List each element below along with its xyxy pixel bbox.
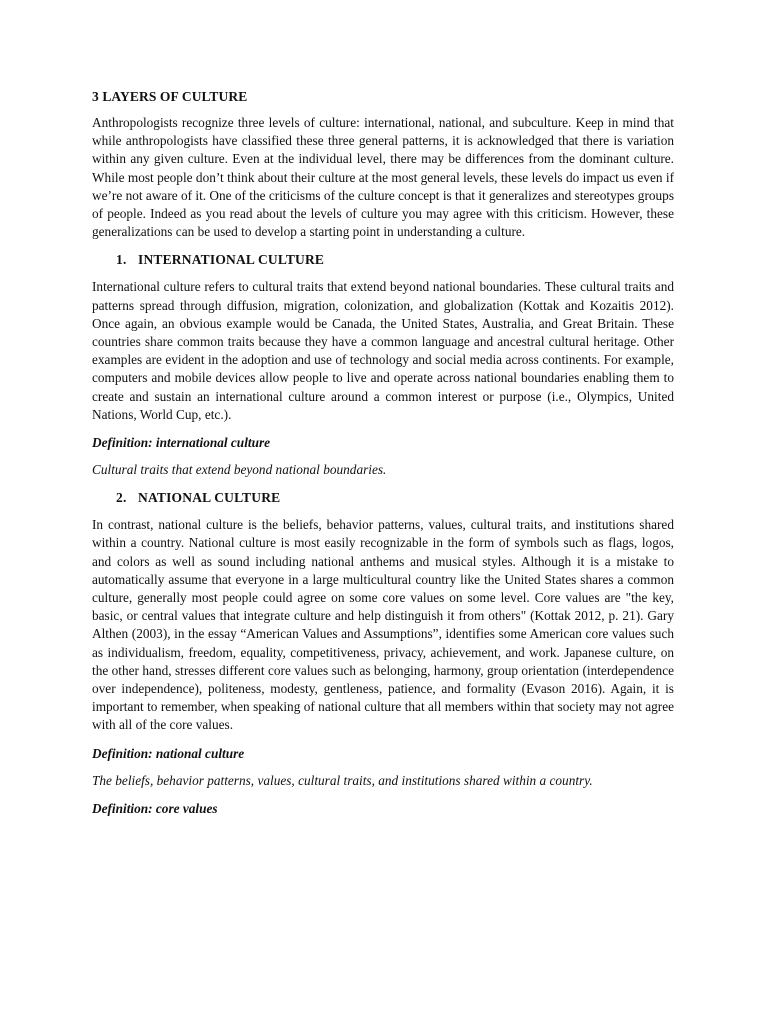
section-heading-text: NATIONAL CULTURE (138, 490, 281, 506)
definition-text-international: Cultural traits that extend beyond national boundaries. (92, 462, 387, 478)
document-title: 3 LAYERS OF CULTURE (92, 89, 248, 104)
document-page (92, 88, 674, 827)
section-number: 2. (116, 490, 127, 506)
definition-label-national: Definition: national culture (92, 745, 245, 761)
section-number: 1. (116, 252, 127, 268)
definition-label-international: Definition: international culture (92, 435, 271, 451)
section-heading-text: INTERNATIONAL CULTURE (138, 252, 325, 268)
national-culture-paragraph: In contrast, national culture is the beliefs, behavior patterns, values, cultural traits, and institutions shared within a country. National culture is most easily recognizable in the form of symbols such as flags, logos, and colors as well as sound including national anthems and musical styles. Although it is a mistake to automatically assume that everyone in a large multicultural country like the United States shares a common culture, generally most people could agree on some core values on some level. Core values are "the key, basic, or central values that integrate culture and help distinguish it from others" (Kottak 2012, p. 21). Gary Althen (2003), in the essay “American Values and Assumptions”, identifies some American core values such as individualism, freedom, equality, competitiveness, privacy, achievement, and work. Japanese culture, on the other hand, stresses different core values such as belonging, harmony, group orientation (interdependence over independence), politeness, modesty, gentleness, patience, and formality (Evason 2016). Again, it is important to remember, when speaking of national culture that all members within that society may not agree with all of the core values. (92, 517, 674, 733)
definition-label-core-values: Definition: core values (92, 800, 218, 816)
international-culture-paragraph: International culture refers to cultural traits that extend beyond national boundaries. These cultural traits and patterns spread through diffusion, migration, colonization, and globalization (Kottak and Kozaitis 2012). Once again, an obvious example would be Canada, the United States, Australia, and Great Britain. These countries share common traits because they have a common language and ancestral cultural heritage. Other examples are evident in the adoption and use of technology and social media across continents. For example, computers and mobile devices allow people to live and operate across national boundaries enabling them to create and sustain an international culture around a common interest or purpose (i.e., Olympics, United Nations, World Cup, etc.). (92, 279, 674, 422)
section-heading-international (116, 251, 674, 269)
intro-paragraph: Anthropologists recognize three levels of culture: international, national, and subculture. Keep in mind that while anthropologists have classified these three general patterns, it is acknowledged that there is variation within any given culture. Even at the individual level, there may be differences from the dominant culture. While most people don’t think about their culture at the most general levels, these levels do impact us even if we’re not aware of it. One of the criticisms of the culture concept is that it generalizes and stereotypes groups of people. Indeed as you read about the levels of culture you may agree with this criticism. However, these generalizations can be used to develop a starting point in understanding a culture. (92, 115, 674, 240)
definition-text-national: The beliefs, behavior patterns, values, cultural traits, and institutions shared within a country. (92, 772, 593, 788)
section-heading-national (116, 489, 674, 507)
